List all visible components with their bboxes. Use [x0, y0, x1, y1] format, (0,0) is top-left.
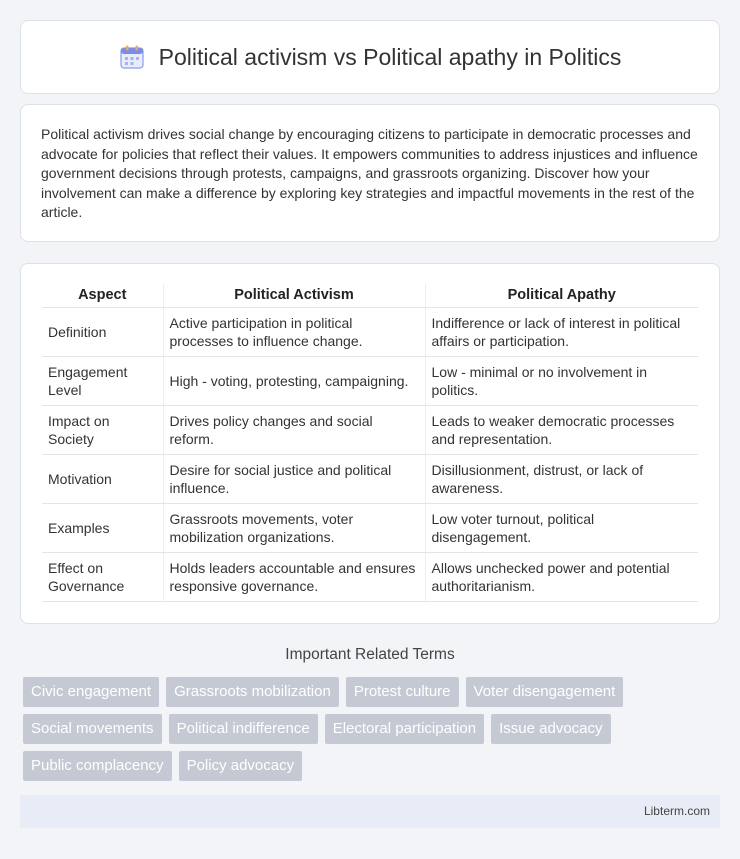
table-cell-apathy: Allows unchecked power and potential authoritarianism.: [425, 552, 698, 601]
table-cell-apathy: Leads to weaker democratic processes and representation.: [425, 405, 698, 454]
related-terms-title: Important Related Terms: [285, 646, 455, 663]
related-term-tag[interactable]: Grassroots mobilization: [166, 677, 339, 707]
table-row: [42, 454, 698, 503]
table-row: [42, 307, 698, 356]
table-cell-apathy: Low voter turnout, political disengagement.: [425, 503, 698, 552]
column-header-apathy: Political Apathy: [425, 284, 698, 307]
calendar-icon: [119, 44, 145, 70]
table-cell-aspect: Motivation: [42, 454, 163, 503]
related-term-tag[interactable]: Protest culture: [346, 677, 459, 707]
table-cell-apathy: Low - minimal or no involvement in politics.: [425, 356, 698, 405]
table-cell-apathy: Disillusionment, distrust, or lack of awareness.: [425, 454, 698, 503]
table-header-row: [42, 284, 698, 307]
footer: [20, 795, 720, 828]
table-cell-activism: High - voting, protesting, campaigning.: [163, 356, 425, 405]
related-term-tag[interactable]: Voter disengagement: [466, 677, 624, 707]
related-term-tag[interactable]: Political indifference: [169, 714, 318, 744]
intro-paragraph: Political activism drives social change by encouraging citizens to participate in democratic processes and advocate for policies that reflect their values. It empowers communities to address injustices and influence government decisions through protests, campaigns, and grassroots organizing. Discover how your involvement can make a difference by exploring key strategies and impactful movements in the rest of the article.: [41, 126, 698, 221]
related-term-tag[interactable]: Issue advocacy: [491, 714, 610, 744]
related-terms-list: [23, 677, 723, 781]
table-cell-aspect: Examples: [42, 503, 163, 552]
table-cell-activism: Grassroots movements, voter mobilization organizations.: [163, 503, 425, 552]
table-row: [42, 356, 698, 405]
related-term-tag[interactable]: Electoral participation: [325, 714, 484, 744]
table-cell-apathy: Indifference or lack of interest in political affairs or participation.: [425, 307, 698, 356]
table-cell-activism: Holds leaders accountable and ensures responsive governance.: [163, 552, 425, 601]
column-header-activism: Political Activism: [163, 284, 425, 307]
related-term-tag[interactable]: Civic engagement: [23, 677, 159, 707]
table-cell-aspect: Effect on Governance: [42, 552, 163, 601]
table-row: [42, 552, 698, 601]
comparison-table-card: [20, 263, 720, 624]
table-row: [42, 503, 698, 552]
footer-site-link[interactable]: Libterm.com: [643, 804, 710, 818]
table-cell-aspect: Engagement Level: [42, 356, 163, 405]
related-term-tag[interactable]: Policy advocacy: [179, 751, 303, 781]
comparison-table: [42, 284, 698, 602]
table-cell-activism: Desire for social justice and political influence.: [163, 454, 425, 503]
page-title: Political activism vs Political apathy in Politics: [158, 43, 622, 70]
related-term-tag[interactable]: Public complacency: [23, 751, 172, 781]
table-cell-activism: Active participation in political processes to influence change.: [163, 307, 425, 356]
column-header-aspect: Aspect: [42, 284, 163, 307]
related-term-tag[interactable]: Social movements: [23, 714, 162, 744]
table-row: [42, 405, 698, 454]
intro-card: [20, 104, 720, 242]
table-cell-activism: Drives policy changes and social reform.: [163, 405, 425, 454]
header-card: [20, 20, 720, 94]
table-cell-aspect: Definition: [42, 307, 163, 356]
table-cell-aspect: Impact on Society: [42, 405, 163, 454]
